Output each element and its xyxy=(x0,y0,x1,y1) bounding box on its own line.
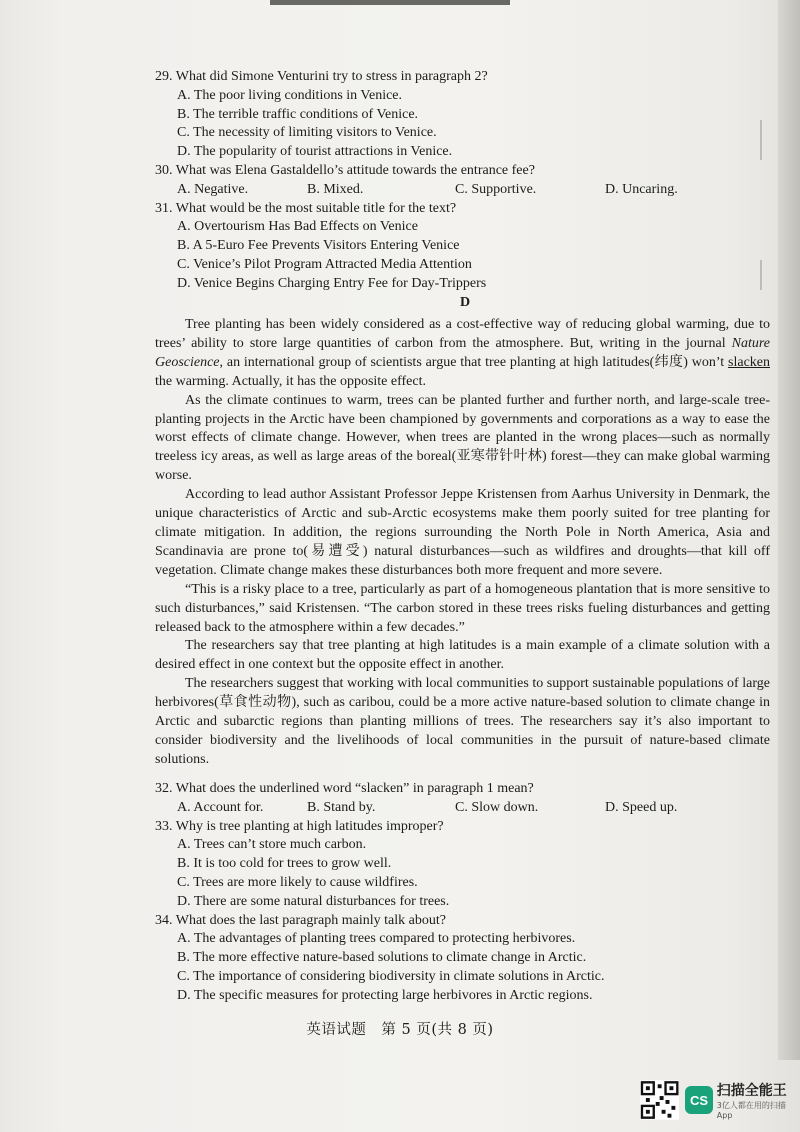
options-row xyxy=(155,181,770,200)
option: A. The poor living conditions in Venice. xyxy=(177,87,403,103)
option: C. The necessity of limiting visitors to Venice. xyxy=(177,125,437,141)
paragraph-2: As the climate continues to warm, trees can be planted further and further north, and large-scale tree-planting projects in the Arctic have been championed by governments and corporations as a way to ease the worst effects of climate change. However, when trees are planted in the wrong places—such as normally treeless icy areas, as well as large areas of the boreal(亚寒带针叶林) forest—they can make global warming worse. xyxy=(155,392,770,484)
option: D. There are some natural disturbances for trees. xyxy=(177,893,450,909)
option: D. The specific measures for protecting large herbivores in Arctic regions. xyxy=(177,987,593,1003)
options-row xyxy=(155,799,770,818)
option: C. Supportive. xyxy=(455,181,537,197)
paragraph-5: The researchers say that tree planting at high latitudes is a main example of a climate solution with a desired effect in one context but the opposite effect in another. xyxy=(155,638,770,673)
questions-32-34 xyxy=(155,780,770,1006)
option: D. Venice Begins Charging Entry Fee for Day-Trippers xyxy=(177,275,487,291)
option: A. Overtourism Has Bad Effects on Venice xyxy=(177,219,418,235)
question-33: 33. Why is tree planting at high latitudes improper? xyxy=(155,818,444,834)
section-heading-wrap xyxy=(0,294,800,313)
question-30: 30. What was Elena Gastaldello’s attitude towards the entrance fee? xyxy=(155,162,535,178)
page-footer: 英语试题 第 5 页(共 8 页) xyxy=(306,1022,494,1038)
camscanner-logo: CS xyxy=(685,1086,713,1114)
option: A. Negative. xyxy=(177,181,249,197)
qr-code-icon xyxy=(640,1080,679,1120)
text: the warming. Actually, it has the opposite effect. xyxy=(155,373,426,389)
watermark-title: 扫描全能王 xyxy=(716,1083,787,1099)
reading-passage xyxy=(155,316,770,770)
underlined-word: slacken xyxy=(728,354,770,370)
text: Tree planting has been widely considered as a cost-effective way of reducing global warming, due to trees’ ability to store large quantities of carbon from the atmosphere. But, writing in the journal xyxy=(155,317,770,351)
journal-title: Nature Geoscience xyxy=(155,335,770,370)
option: A. Trees can’t store much carbon. xyxy=(177,837,367,853)
section-label: D xyxy=(459,295,471,310)
question-34: 34. What does the last paragraph mainly talk about? xyxy=(155,912,446,928)
watermark-subtitle: 3亿人都在用的扫描App xyxy=(716,1101,786,1120)
option: D. Uncaring. xyxy=(605,181,678,197)
option: B. Mixed. xyxy=(307,181,364,197)
text: , an international group of scientists argue that tree planting at high latitudes(纬度) won’t xyxy=(219,354,729,370)
page-edge-shadow xyxy=(778,0,800,1060)
paragraph-4: “This is a risky place to a tree, particularly as part of a homogeneous plantation that is more sensitive to such disturbances,” said Kristensen. “The carbon stored in these trees risks fueling disturbances and getting released back to the atmosphere within a few decades.” xyxy=(155,581,770,635)
option: D. The popularity of tourist attractions in Venice. xyxy=(177,144,453,160)
option: D. Speed up. xyxy=(605,799,678,815)
question-31: 31. What would be the most suitable title for the text? xyxy=(155,200,457,216)
question-29: 29. What did Simone Venturini try to stress in paragraph 2? xyxy=(155,69,488,84)
option: B. Stand by. xyxy=(307,799,376,815)
scanner-watermark xyxy=(640,1078,800,1122)
option: C. Slow down. xyxy=(455,799,539,815)
option: C. The importance of considering biodiversity in climate solutions in Arctic. xyxy=(177,968,605,984)
option: B. It is too cold for trees to grow well. xyxy=(177,856,392,872)
option: C. Venice’s Pilot Program Attracted Media Attention xyxy=(177,256,472,272)
option: A. The advantages of planting trees compared to protecting herbivores. xyxy=(177,931,576,947)
option: B. A 5-Euro Fee Prevents Visitors Entering Venice xyxy=(177,238,460,254)
paragraph-1 xyxy=(155,316,770,392)
option: A. Account for. xyxy=(177,799,264,815)
top-rule xyxy=(270,0,510,5)
watermark-text xyxy=(717,1080,800,1120)
option: C. Trees are more likely to cause wildfires. xyxy=(177,874,418,890)
option: B. The terrible traffic conditions of Venice. xyxy=(177,106,419,122)
option: B. The more effective nature-based solutions to climate change in Arctic. xyxy=(177,950,587,966)
paragraph-6: The researchers suggest that working with local communities to support sustainable populations of large herbivores(草食性动物), such as caribou, could be a more active nature-based solution to climate change in Arctic and subarctic regions than planting millions of trees. The researchers say it’s also important to consider biodiversity and the livelihoods of local communities in the pursuit of nature-based climate solutions. xyxy=(155,676,770,767)
exam-content xyxy=(155,68,770,294)
question-32: 32. What does the underlined word “slacken” in paragraph 1 mean? xyxy=(155,781,534,796)
paragraph-3: According to lead author Assistant Professor Jeppe Kristensen from Aarhus University in Denmark, the unique characteristics of Arctic and sub-Arctic ecosystems make them poorly suited for tree planting for climate mitigation. In addition, the regions surrounding the North Pole in North America, Asia and Scandinavia are prone to(易遭受) natural disturbances—such as wildfires and droughts—that kill off vegetation. Climate change makes these disturbances both more frequent and more severe. xyxy=(155,487,770,578)
